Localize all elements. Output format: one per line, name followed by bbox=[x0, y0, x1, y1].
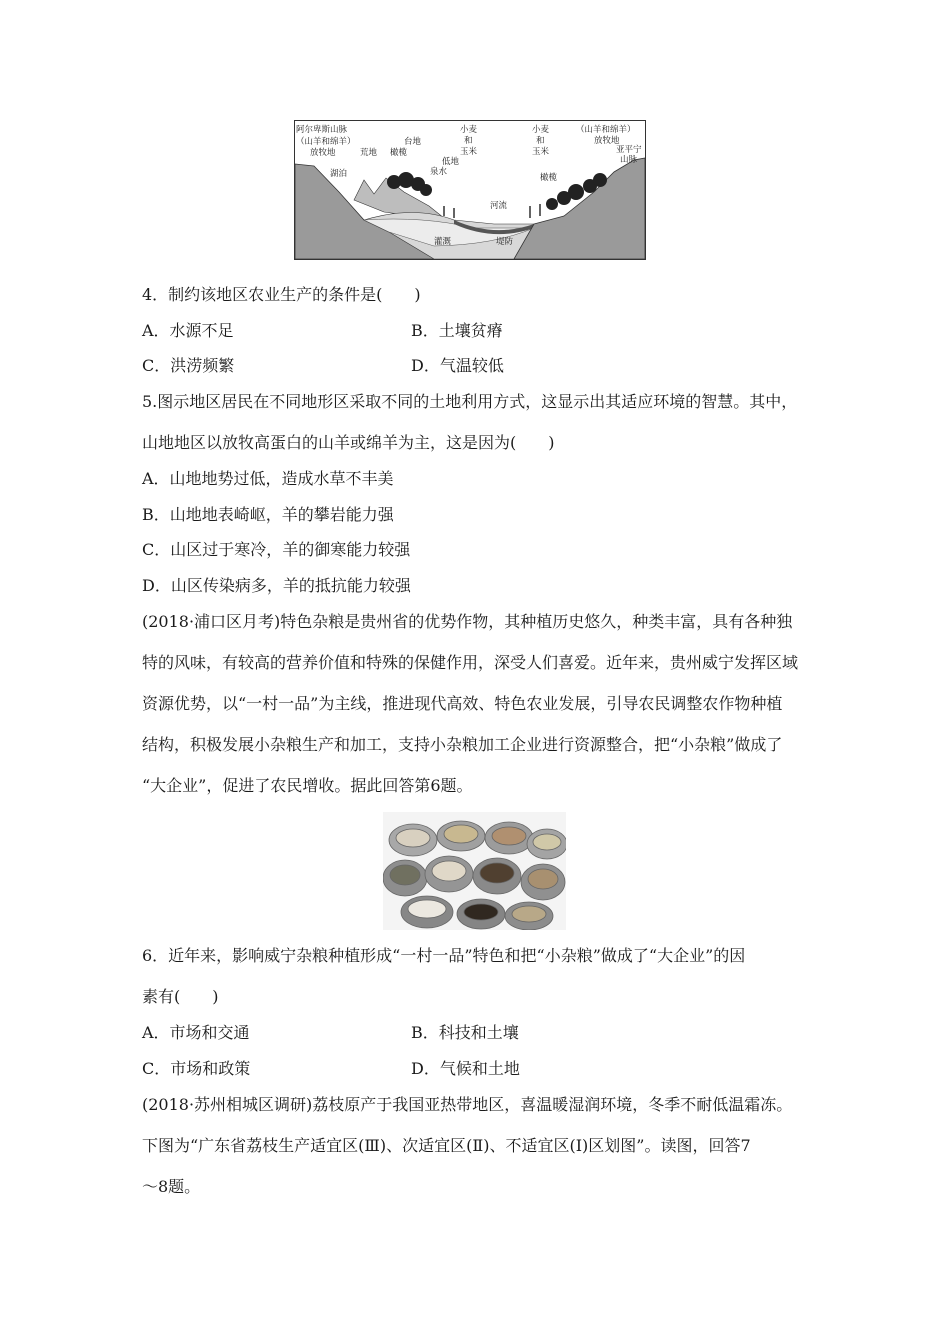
q6-option-d: D．气候和土地 bbox=[411, 1059, 520, 1078]
q5-stem-line2: 山地地区以放牧高蛋白的山羊或绵羊为主，这是因为( ) bbox=[142, 433, 555, 452]
q5-option-d: D．山区传染病多，羊的抵抗能力较强 bbox=[142, 576, 411, 595]
passage6-line2: 特的风味，有较高的营养价值和特殊的保健作用，深受人们喜爱。近年来，贵州威宁发挥区域 bbox=[142, 653, 799, 672]
label-wheat-right-2: 和 bbox=[536, 136, 545, 146]
label-wheat-right-3: 玉米 bbox=[532, 147, 550, 157]
label-pasture-right-1: （山羊和绵羊） bbox=[576, 125, 636, 135]
passage7-line2: 下图为“广东省荔枝生产适宜区(Ⅲ)、次适宜区(Ⅱ)、不适宜区(Ⅰ)区划图”。读图，回答7 bbox=[142, 1136, 751, 1155]
q4-option-a: A．水源不足 bbox=[142, 321, 234, 340]
q4-stem: 4．制约该地区农业生产的条件是( ) bbox=[142, 285, 421, 304]
label-wheat-left-1: 小麦 bbox=[460, 125, 478, 135]
q5-option-b: B．山地地表崎岖，羊的攀岩能力强 bbox=[142, 505, 394, 524]
passage6-line4: 结构，积极发展小杂粮生产和加工，支持小杂粮加工企业进行资源整合，把“小杂粮”做成了 bbox=[142, 735, 783, 754]
label-lake: 湖泊 bbox=[330, 169, 348, 179]
label-wheat-left-3: 玉米 bbox=[460, 147, 478, 157]
label-dike: 堤防 bbox=[496, 237, 514, 247]
passage6-line3: 资源优势，以“一村一品”为主线，推进现代高效、特色农业发展，引导农民调整农作物种植 bbox=[142, 694, 783, 713]
passage6-line1: (2018·浦口区月考)特色杂粮是贵州省的优势作物，其种植历史悠久，种类丰富，具有各种独 bbox=[142, 612, 793, 631]
q5-option-a: A．山地地势过低，造成水草不丰美 bbox=[142, 469, 394, 488]
label-lowland: 低地 bbox=[442, 157, 460, 167]
label-olive-right: 橄榄 bbox=[540, 173, 558, 183]
label-irrigation: 灌溉 bbox=[434, 237, 452, 247]
q4-option-c: C．洪涝频繁 bbox=[142, 356, 235, 375]
label-platform: 台地 bbox=[404, 137, 422, 147]
sacks bbox=[383, 821, 566, 930]
passage7-line1: (2018·苏州相城区调研)荔枝原产于我国亚热带地区，喜温暖湿润环境，冬季不耐低温霜冻。 bbox=[142, 1095, 793, 1114]
landscape-cross-section-figure bbox=[294, 120, 646, 260]
label-mountain-left: 阿尔卑斯山脉 bbox=[296, 125, 348, 135]
q4-option-d: D．气温较低 bbox=[411, 356, 504, 375]
passage7-line3: ～8题。 bbox=[142, 1177, 201, 1196]
label-pasture-left-1: （山羊和绵羊） bbox=[296, 137, 356, 147]
q5-stem-line1: 5.图示地区居民在不同地形区采取不同的土地利用方式，这显示出其适应环境的智慧。其中， bbox=[142, 392, 798, 411]
label-pasture-right-2: 放牧地 bbox=[594, 136, 620, 146]
q5-option-c: C．山区过于寒冷，羊的御寒能力较强 bbox=[142, 540, 411, 559]
label-wasteland: 荒地 bbox=[360, 148, 378, 158]
label-river: 河流 bbox=[490, 201, 508, 211]
label-wheat-right-1: 小麦 bbox=[532, 125, 550, 135]
label-spring: 泉水 bbox=[430, 167, 448, 177]
label-pasture-left-2: 放牧地 bbox=[310, 148, 336, 158]
q6-option-a: A．市场和交通 bbox=[142, 1023, 250, 1042]
q6-option-b: B．科技和土壤 bbox=[411, 1023, 519, 1042]
passage6-line5: “大企业”，促进了农民增收。据此回答第6题。 bbox=[142, 776, 473, 795]
q6-option-c: C．市场和政策 bbox=[142, 1059, 251, 1078]
label-wheat-left-2: 和 bbox=[464, 136, 473, 146]
label-olive-left: 橄榄 bbox=[390, 148, 408, 158]
label-mountain-right-2: 山脉 bbox=[620, 155, 638, 165]
label-mountain-right-1: 亚平宁 bbox=[616, 145, 642, 155]
grain-sacks-photo bbox=[383, 812, 566, 930]
q6-stem-line2: 素有( ) bbox=[142, 987, 219, 1006]
q4-option-b: B．土壤贫瘠 bbox=[411, 321, 503, 340]
q6-stem-line1: 6．近年来，影响威宁杂粮种植形成“一村一品”特色和把“小杂粮”做成了“大企业”的因 bbox=[142, 946, 746, 965]
